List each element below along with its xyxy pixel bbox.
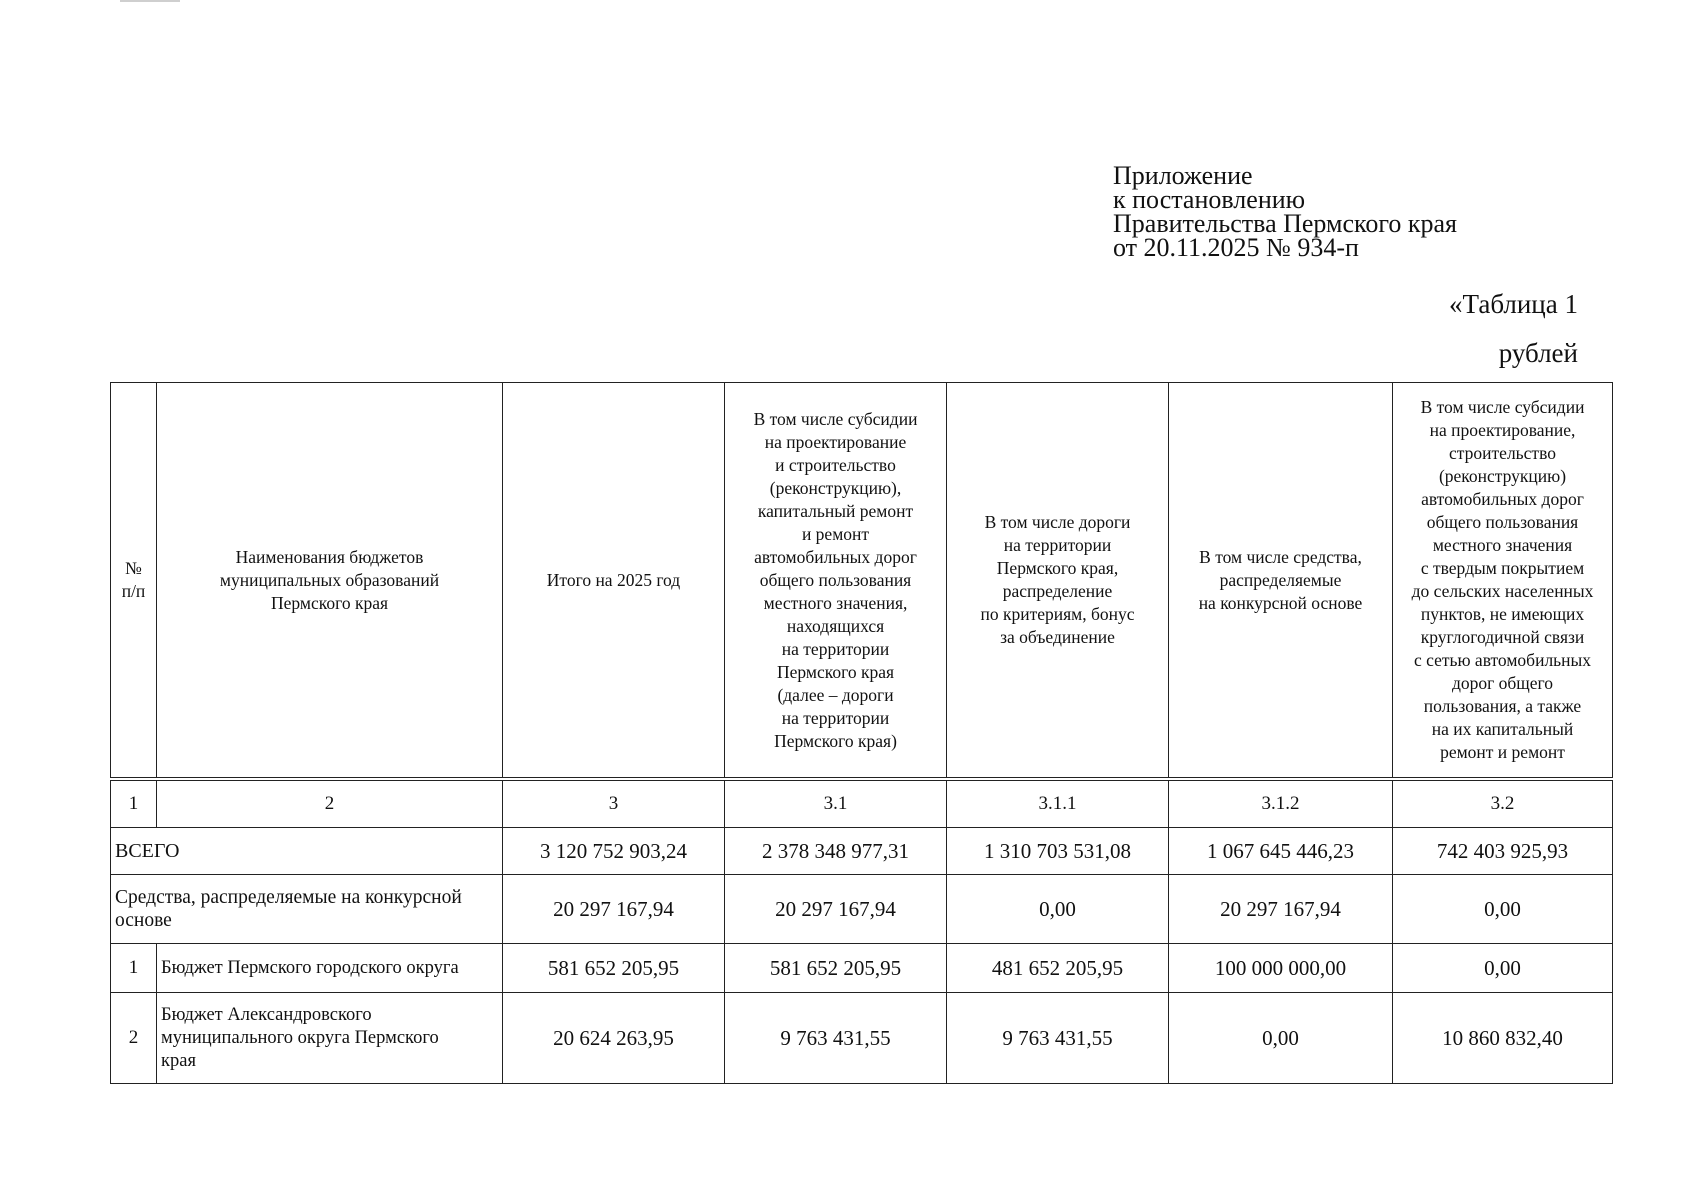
total-value: 1 067 645 446,23	[1169, 828, 1393, 875]
appendix-line-3: Правительства Пермского края	[1113, 209, 1457, 238]
header-col-3-1-2: В том числе средства, распределяемые на конкурсной основе	[1169, 383, 1393, 780]
competitive-row	[111, 875, 1613, 944]
header-col-1: № п/п	[111, 383, 157, 780]
table-label: «Таблица 1	[1449, 289, 1578, 319]
column-number: 3.1.2	[1169, 779, 1393, 828]
appendix-line-4: от 20.11.2025 № 934-п	[1113, 233, 1359, 262]
column-number: 3.1.1	[947, 779, 1169, 828]
competitive-value: 20 297 167,94	[725, 875, 947, 944]
competitive-value: 20 297 167,94	[503, 875, 725, 944]
competitive-value: 0,00	[1393, 875, 1613, 944]
budget-table	[110, 382, 1613, 1084]
row-number: 1	[111, 944, 157, 993]
total-value: 742 403 925,93	[1393, 828, 1613, 875]
row-value: 9 763 431,55	[725, 993, 947, 1084]
row-value: 581 652 205,95	[725, 944, 947, 993]
header-col-3-1: В том числе субсидии на проектирование и строительство (реконструкцию), капитальный ремонт и ремонт автомобильных дорог общего пользования местного значения, находящихся на территории Пермского края (далее – дороги на территории Пермского края)	[725, 383, 947, 780]
budget-name: Бюджет Пермского городского округа	[157, 944, 503, 993]
total-value: 1 310 703 531,08	[947, 828, 1169, 875]
row-number: 2	[111, 993, 157, 1084]
row-value: 0,00	[1393, 944, 1613, 993]
row-value: 100 000 000,00	[1169, 944, 1393, 993]
total-label: ВСЕГО	[111, 828, 503, 875]
row-value: 581 652 205,95	[503, 944, 725, 993]
header-row	[111, 383, 1613, 780]
header-col-2: Наименования бюджетов муниципальных образований Пермского края	[157, 383, 503, 780]
column-number-row	[111, 779, 1613, 828]
total-value: 2 378 348 977,31	[725, 828, 947, 875]
total-row	[111, 828, 1613, 875]
header-col-3-2: В том числе субсидии на проектирование, строительство (реконструкцию) автомобильных дорог общего пользования местного значения с твердым покрытием до сельских населенных пунктов, не имеющих круглогодичной связи с сетью автомобильных дорог общего пользования, а также на их капитальный ремонт и ремонт	[1393, 383, 1613, 780]
appendix-line-2: к постановлению	[1113, 185, 1306, 214]
column-number: 3	[503, 779, 725, 828]
row-value: 10 860 832,40	[1393, 993, 1613, 1084]
competitive-value: 0,00	[947, 875, 1169, 944]
column-number: 1	[111, 779, 157, 828]
competitive-value: 20 297 167,94	[1169, 875, 1393, 944]
scan-artifact-line	[120, 0, 180, 2]
table-row	[111, 993, 1613, 1084]
budget-name: Бюджет Александровского муниципального округа Пермского края	[157, 993, 503, 1084]
column-number: 3.1	[725, 779, 947, 828]
header-col-3: Итого на 2025 год	[503, 383, 725, 780]
row-value: 20 624 263,95	[503, 993, 725, 1084]
appendix-header	[1113, 161, 1457, 262]
column-number: 2	[157, 779, 503, 828]
row-value: 481 652 205,95	[947, 944, 1169, 993]
header-col-3-1-1: В том числе дороги на территории Пермского края, распределение по критериям, бонус за объединение	[947, 383, 1169, 780]
table-row	[111, 944, 1613, 993]
row-value: 9 763 431,55	[947, 993, 1169, 1084]
column-number: 3.2	[1393, 779, 1613, 828]
total-value: 3 120 752 903,24	[503, 828, 725, 875]
competitive-label: Средства, распределяемые на конкурсной основе	[111, 875, 503, 944]
appendix-line-1: Приложение	[1113, 161, 1253, 190]
units-label: рублей	[1498, 338, 1578, 368]
row-value: 0,00	[1169, 993, 1393, 1084]
